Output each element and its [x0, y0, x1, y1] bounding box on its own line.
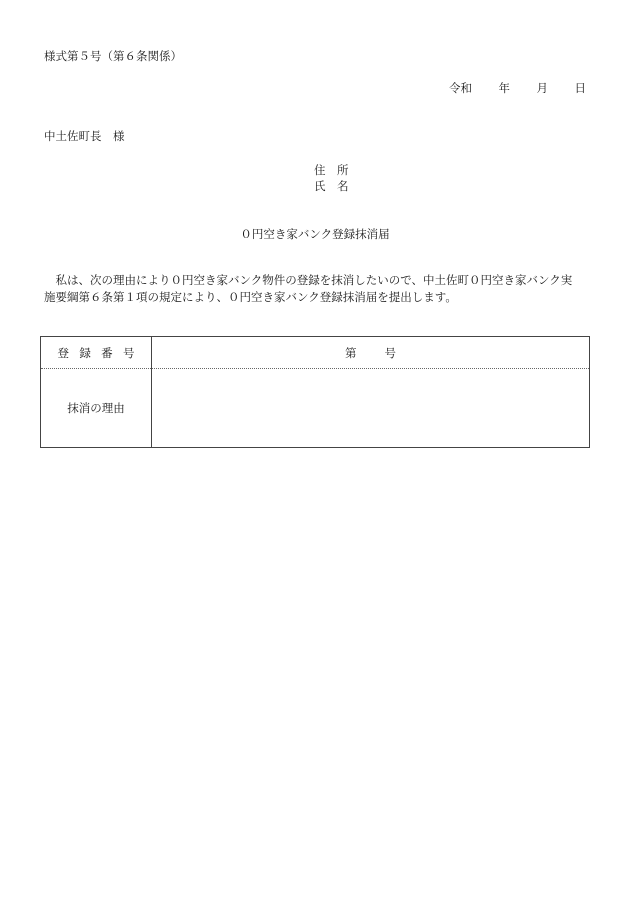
recipient: 中土佐町長 様 — [44, 129, 125, 143]
date-year: 年 — [498, 81, 510, 95]
number-prefix: 第 — [345, 345, 357, 360]
document-title: ０円空き家バンク登録抹消届 — [240, 227, 390, 241]
table-row — [41, 337, 590, 369]
name-label: 氏 名 — [314, 179, 349, 193]
registration-table — [40, 336, 590, 448]
reason-field[interactable] — [152, 369, 590, 448]
reason-label: 抹消の理由 — [41, 369, 152, 448]
body-line-1: 私は、次の理由により０円空き家バンク物件の登録を抹消したいので、中土佐町０円空き家バンク実 — [55, 273, 573, 287]
number-suffix: 号 — [384, 345, 396, 360]
date-line — [449, 80, 586, 96]
applicant-block — [314, 162, 349, 194]
form-number: 様式第５号（第６条関係） — [44, 49, 182, 63]
table-row — [41, 369, 590, 448]
registration-number-label: 登録番号 — [41, 337, 152, 369]
date-era: 令和 — [449, 81, 472, 95]
date-month: 月 — [536, 81, 548, 95]
registration-number-field[interactable] — [152, 337, 590, 369]
address-label: 住 所 — [314, 163, 349, 177]
body-text — [44, 272, 590, 306]
body-line-2: 施要綱第６条第１項の規定により、０円空き家バンク登録抹消届を提出します。 — [44, 290, 457, 304]
date-day: 日 — [574, 81, 586, 95]
